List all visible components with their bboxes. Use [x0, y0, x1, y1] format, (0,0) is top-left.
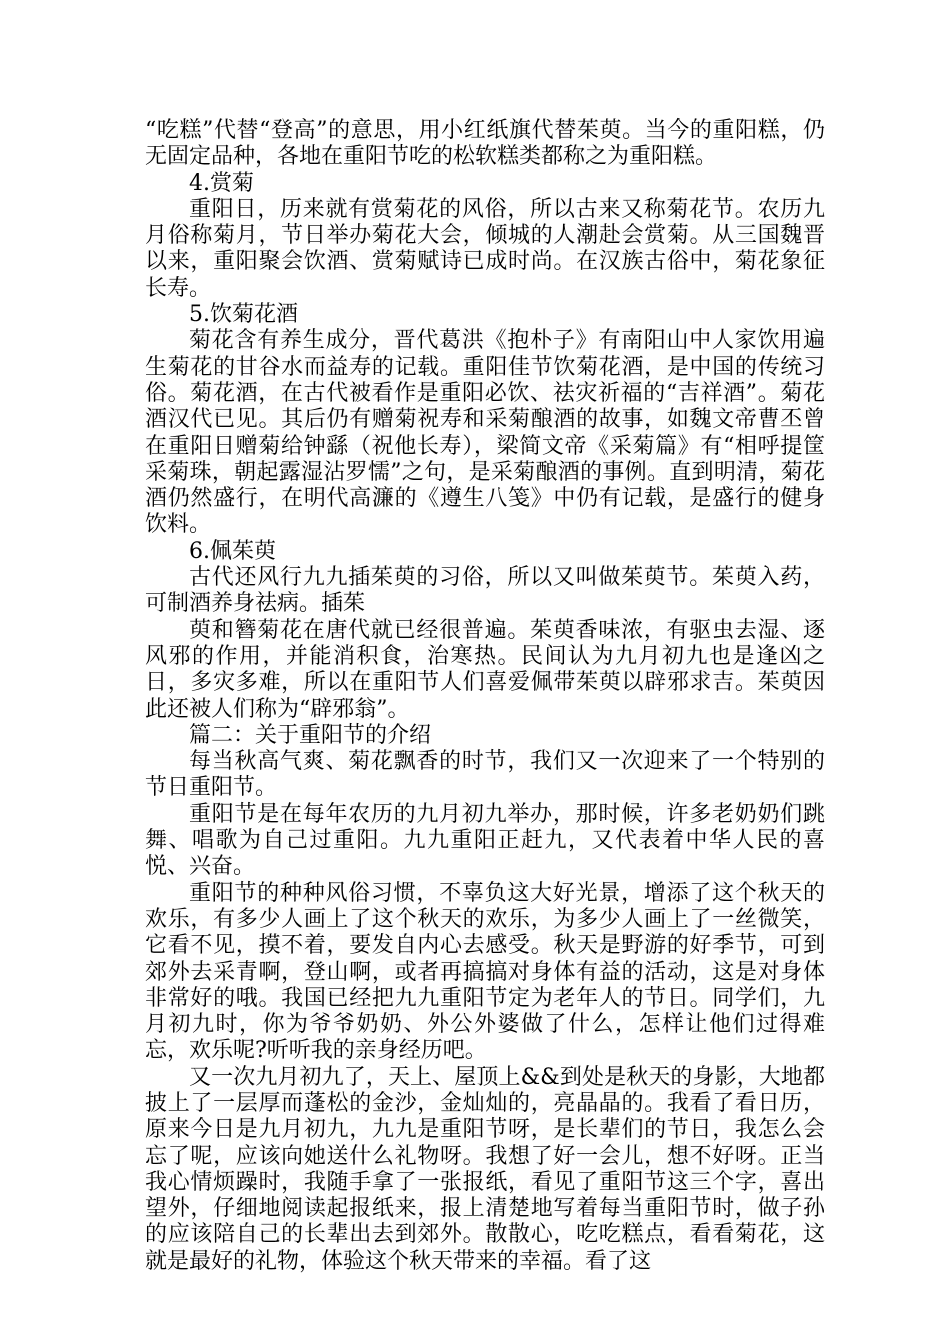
- document-body: [145, 118, 825, 1275]
- paragraph-4: 古代还风行九九插茱萸的习俗，所以又叫做茱萸节。茱萸入药，可制酒养身祛病。插茱: [145, 565, 825, 617]
- heading-4-chrysanthemum-viewing: 4.赏菊: [189, 170, 254, 196]
- heading-6-dogwood: 6.佩茱萸: [189, 538, 276, 564]
- paragraph-8: 重阳节的种种风俗习惯，不辜负这大好光景，增添了这个秋天的欢乐，有多少人画上了这个秋天的欢乐，为多少人画上了一丝微笑，它看不见，摸不着，要发自内心去感受。秋天是野游的好季节，可到郊外去采青啊，登山啊，或者再搞搞对身体有益的活动，这是对身体非常好的哦。我国已经把九九重阳节定为老年人的节日。同学们，九月初九时，你为爷爷奶奶、外公外婆做了什么，怎样让他们过得难忘，欢乐呢?听听我的亲身经历吧。: [145, 880, 825, 1064]
- paragraph-3: 菊花含有养生成分，晋代葛洪《抱朴子》有南阳山中人家饮用遍生菊花的甘谷水而益寿的记载。重阳佳节饮菊花酒，是中国的传统习俗。菊花酒，在古代被看作是重阳必饮、祛灾祈福的“吉祥酒”。菊花酒汉代已见。其后仍有赠菊祝寿和采菊酿酒的故事，如魏文帝曹丕曾在重阳日赠菊给钟繇（祝他长寿），梁简文帝《采菊篇》有“相呼提筐采菊珠，朝起露湿沾罗懦”之句，是采菊酿酒的事例。直到明清，菊花酒仍然盛行，在明代高濂的《遵生八笺》中仍有记载，是盛行的健身饮料。: [145, 328, 825, 538]
- heading-5-chrysanthemum-wine: 5.饮菊花酒: [189, 302, 298, 328]
- paragraph-6: 每当秋高气爽、菊花飘香的时节，我们又一次迎来了一个特别的节日重阳节。: [145, 749, 825, 801]
- paragraph-1: “吃糕”代替“登高”的意思，用小红纸旗代替茱萸。当今的重阳糕，仍无固定品种，各地在重阳节吃的松软糕类都称之为重阳糕。: [145, 118, 825, 170]
- paragraph-9: 又一次九月初九了，天上、屋顶上&&到处是秋天的身影，大地都披上了一层厚而蓬松的金沙，金灿灿的，亮晶晶的。我看了看日历，原来今日是九月初九，九九是重阳节呀，是长辈们的节日，我怎么会忘了呢，应该向她送什么礼物呀。我想了好一会儿，想不好呀。正当我心情烦躁时，我随手拿了一张报纸，看见了重阳节这三个字，喜出望外，仔细地阅读起报纸来，报上清楚地写着每当重阳节时，做子孙的应该陪自己的长辈出去到郊外。散散心，吃吃糕点，看看菊花，这就是最好的礼物，体验这个秋天带来的幸福。看了这: [145, 1064, 825, 1274]
- paragraph-5: 萸和簪菊花在唐代就已经很普遍。茱萸香味浓，有驱虫去湿、逐风邪的作用，并能消积食，治寒热。民间认为九月初九也是逢凶之日，多灾多难，所以在重阳节人们喜爱佩带茱萸以辟邪求吉。茱萸因此还被人们称为“辟邪翁”。: [145, 617, 825, 722]
- paragraph-2: 重阳日，历来就有赏菊花的风俗，所以古来又称菊花节。农历九月俗称菊月，节日举办菊花大会，倾城的人潮赴会赏菊。从三国魏晋以来，重阳聚会饮酒、赏菊赋诗已成时尚。在汉族古俗中，菊花象征长寿。: [145, 196, 825, 301]
- paragraph-7: 重阳节是在每年农历的九月初九举办，那时候，许多老奶奶们跳舞、唱歌为自己过重阳。九九重阳正赶九，又代表着中华人民的喜悦、兴奋。: [145, 801, 825, 880]
- section-heading-part-two: 篇二：关于重阳节的介绍: [189, 722, 432, 748]
